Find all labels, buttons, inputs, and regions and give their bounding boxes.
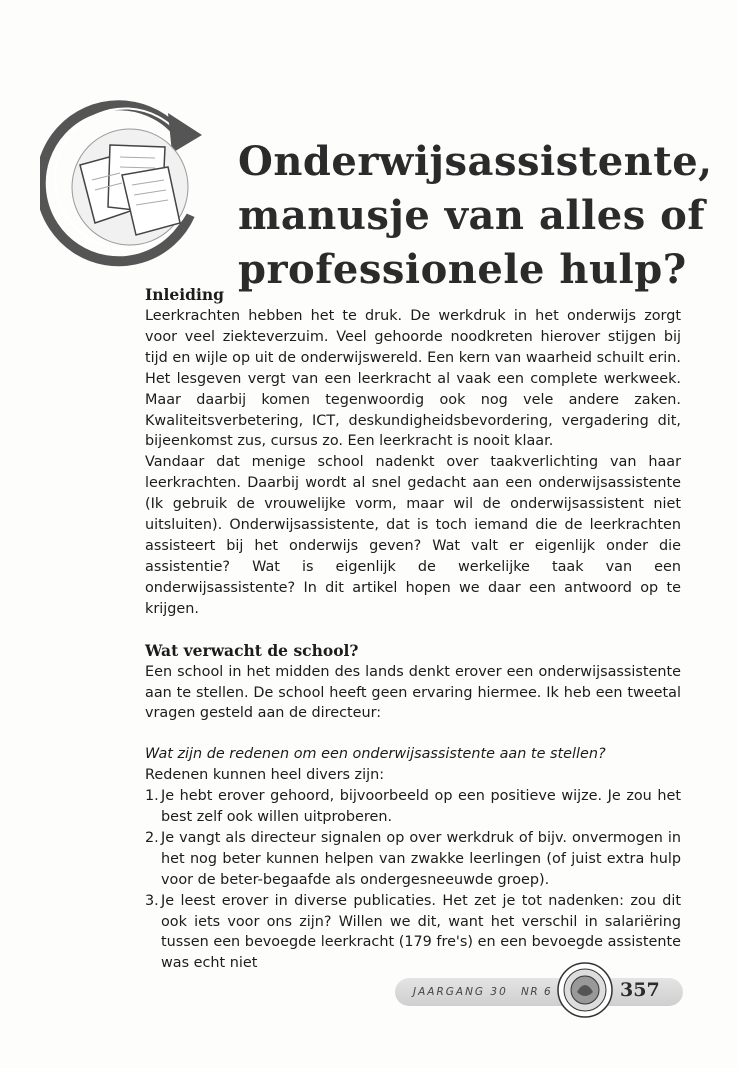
list-item	[145, 786, 681, 828]
title-line-2: manusje van alles of	[238, 191, 706, 239]
article-title	[238, 135, 718, 297]
issue-label: NR 6	[521, 986, 553, 998]
section-heading-inleiding: Inleiding	[145, 285, 224, 304]
article-body	[145, 284, 681, 974]
papers-circular-arrow-icon	[40, 95, 210, 270]
paragraph: Vandaar dat menige school nadenkt over taakverlichting van haar leerkrachten. Daarbij wordt al snel gedacht aan een onderwijsassistente (Ik gebruik de vrouwelijke vorm, maar wil de onderwijsassistent niet uitsluiten). Onderwijsassistente, dat is toch iemand die de leerkrachten assisteert bij het onderwijs geven? Wat valt er eigenlijk onder die assistentie? Wat is eigenlijk de werkelijke taak van een onderwijsassistente? In dit artikel hopen we daar een antwoord op te krijgen.	[145, 454, 681, 617]
list-text: Je leest erover in diverse publicaties. Het zet je tot nadenken: zou dit ook iets voor ons zijn? Willen we dit, want het verschil in salariëring tussen een bevoegde leerkracht (179 fre's) en een bevoegde assistente was echt niet	[161, 892, 681, 972]
section-heading-verwachting: Wat verwacht de school?	[145, 640, 359, 660]
list-number: 3.	[145, 892, 159, 909]
list-text: Je vangt als directeur signalen op over werkdruk of bijv. onvermogen in het nog beter kunnen helpen van zwakke leerlingen (of juist extra hulp voor de beter-begaafde als ondergesneeuwde groep).	[161, 829, 681, 888]
reasons-list	[145, 786, 681, 974]
list-text: Je hebt erover gehoord, bijvoorbeeld op een positieve wijze. Je zou het best zelf ook willen uitproberen.	[161, 788, 681, 826]
interview-question: Wat zijn de redenen om een onderwijsassistente aan te stellen?	[145, 746, 606, 763]
title-line-3: professionele hulp?	[238, 245, 687, 293]
list-number: 2.	[145, 829, 159, 846]
seal-emblem-icon	[557, 962, 613, 1018]
title-line-1: Onderwijsassistente,	[238, 137, 713, 185]
list-number: 1.	[145, 788, 159, 805]
page-number: 357	[620, 979, 660, 1001]
volume-label: JAARGANG 30	[413, 986, 508, 998]
answer-intro: Redenen kunnen heel divers zijn:	[145, 767, 385, 784]
paragraph: Leerkrachten hebben het te druk. De werkdruk in het onderwijs zorgt voor veel ziekteverzuim. Veel gehoorde noodkreten hierover stijgen bij tijd en wijle op uit de onderwijswereld. Een kern van waarheid schuilt erin. Het lesgeven vergt van een leerkracht al vaak een complete werkweek. Maar daarbij komen tegenwoordig ook nog vele andere zaken. Kwaliteitsverbetering, ICT, deskundigheidsbevordering, vergadering dit, bijeenkomst zus, cursus zo. Een leerkracht is nooit klaar.	[145, 308, 681, 450]
page-footer	[395, 952, 695, 1022]
paragraph: Een school in het midden des lands denkt erover een onderwijsassistente aan te stellen. De school heeft geen ervaring hiermee. Ik heb een tweetal vragen gesteld aan de directeur:	[145, 663, 681, 722]
list-item	[145, 828, 681, 891]
